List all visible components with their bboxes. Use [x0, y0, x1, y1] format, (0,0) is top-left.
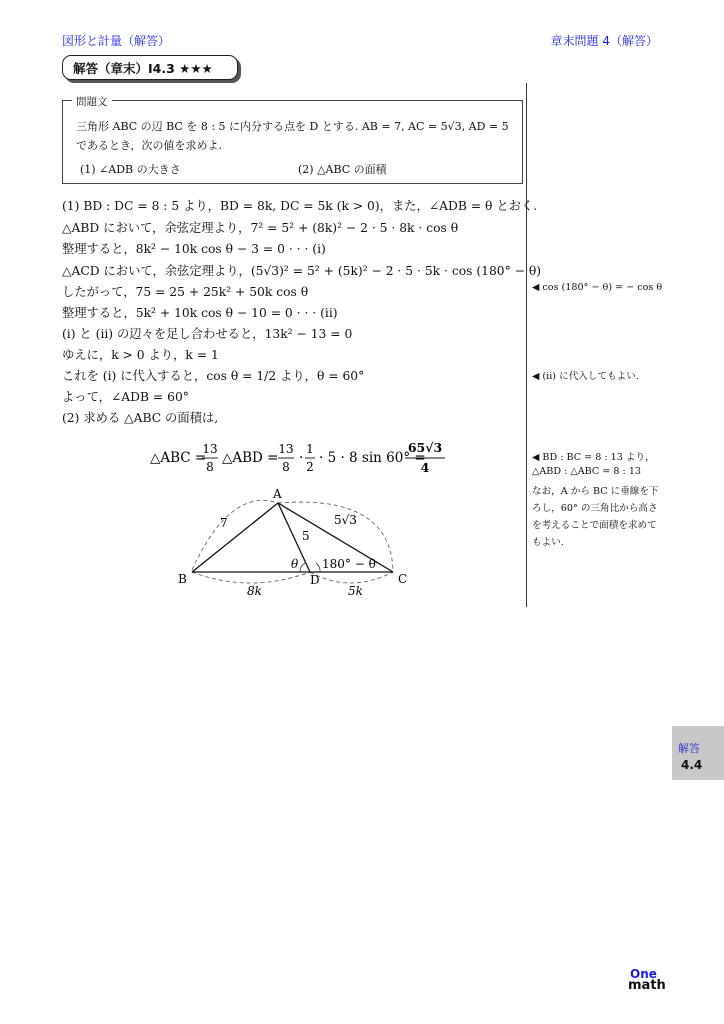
- solution-line-7: (i) と (ii) の辺々を足し合わせると，13k² − 13 = 0: [62, 327, 353, 341]
- solution-line-3: 整理すると，8k² − 10k cos θ − 3 = 0 · · · (i): [62, 242, 326, 256]
- solution-line-6: 整理すると，5k² + 10k cos θ − 10 = 0 · · · (ii): [62, 306, 338, 320]
- side-note-2: ◀ (ii) に代入してもよい.: [532, 371, 639, 382]
- eq-frac1-den: 8: [206, 460, 214, 474]
- question-1: (1) ∠ADB の大きさ: [80, 163, 181, 176]
- side-note-3-line-1: ◀ BD : BC = 8 : 13 より，: [532, 452, 655, 463]
- solution-line-10: よって，∠ADB = 60°: [62, 390, 189, 404]
- vertex-d-label: D: [310, 573, 320, 587]
- brace-ab: [192, 500, 278, 570]
- angle-theta-arc: [300, 563, 305, 572]
- vertex-c-label: C: [398, 572, 408, 586]
- eq-mid1: △ABD =: [222, 450, 279, 466]
- logo-bottom: math: [628, 978, 666, 993]
- chapter-tab-number: 4.4: [681, 758, 703, 772]
- label-theta: θ: [291, 557, 299, 571]
- solution-line-2: △ABD において，余弦定理より，7² = 5² + (8k)² − 2 · 5 · 8k · cos θ: [62, 221, 459, 235]
- label-dc: 5k: [348, 584, 363, 598]
- eq-frac3-num: 1: [306, 442, 314, 456]
- triangle-svg: [170, 482, 420, 602]
- solution-line-8: ゆえに，k > 0 より，k = 1: [62, 348, 219, 362]
- label-ab: 7: [220, 516, 228, 530]
- eq-frac1-num: 13: [202, 442, 218, 456]
- brace-dc: [310, 572, 393, 583]
- problem-line-2: であるとき，次の値を求めよ.: [76, 139, 223, 152]
- vertex-b-label: B: [178, 572, 187, 586]
- section-title: [62, 55, 238, 80]
- eq-lhs: △ABC =: [150, 450, 207, 466]
- eq-frac3-den: 2: [306, 460, 314, 474]
- side-ab: [192, 503, 278, 572]
- solution-line-5: したがって，75 = 25 + 25k² + 50k cos θ: [62, 285, 309, 299]
- solution-line-4: △ACD において，余弦定理より，(5√3)² = 5² + (5k)² − 2 · 5 · 5k · cos (180° − θ): [62, 264, 542, 278]
- solution-line-11: (2) 求める △ABC の面積は,: [62, 411, 219, 425]
- side-note-1: ◀ cos (180° − θ) = − cos θ: [532, 282, 663, 293]
- margin-divider: [526, 83, 527, 607]
- brace-bd: [192, 572, 310, 583]
- eq-mid2: · 5 · 8 sin 60° =: [319, 450, 426, 466]
- eq-answer-den: 4: [420, 460, 430, 475]
- vertex-a-label: A: [273, 487, 282, 501]
- side-note-3-line-4: ろし，60° の三角比から高さ: [532, 503, 658, 514]
- label-ac: 5√3: [334, 513, 357, 527]
- side-note-3-line-2: △ABD : △ABC = 8 : 13: [532, 466, 642, 477]
- onemath-logo: [628, 967, 670, 993]
- logo-top: One: [630, 967, 657, 981]
- problem-line-1: 三角形 ABC の辺 BC を 8 : 5 に内分する点を D とする. AB = 7, AC = 5√3, AD = 5: [76, 120, 509, 133]
- label-ad: 5: [302, 529, 310, 543]
- solution-line-1: (1) BD : DC = 8 : 5 より，BD = 8k, DC = 5k (k > 0)，また，∠ADB = θ とおく.: [62, 199, 538, 213]
- chapter-tab-label: 解答: [678, 742, 700, 755]
- triangle-diagram: [170, 482, 420, 606]
- eq-frac2-num: 13: [278, 442, 294, 456]
- area-equation-svg: [150, 442, 460, 482]
- section-title-text: 解答（章末）I4.3 ★★★: [73, 60, 213, 76]
- angle-supp-arc: [316, 563, 320, 572]
- side-note-3-line-6: もよい.: [532, 537, 564, 548]
- problem-label: 問題文: [72, 94, 112, 109]
- question-2: (2) △ABC の面積: [298, 163, 387, 176]
- area-equation: [150, 442, 460, 486]
- eq-frac2-den: 8: [282, 460, 290, 474]
- solution-line-9: これを (i) に代入すると，cos θ = 1/2 より，θ = 60°: [62, 369, 365, 383]
- side-note-3-line-3: なお，A から BC に垂線を下: [532, 486, 659, 497]
- eq-answer-num: 65√3: [407, 440, 443, 455]
- label-bd: 8k: [247, 584, 262, 598]
- header-right: 章末問題 4（解答）: [550, 34, 658, 48]
- side-note-3-line-5: を考えることで面積を求めて: [532, 520, 657, 531]
- label-supp: 180° − θ: [322, 557, 376, 571]
- header-left: 図形と計量（解答）: [62, 34, 171, 48]
- eq-dot: ·: [299, 450, 304, 466]
